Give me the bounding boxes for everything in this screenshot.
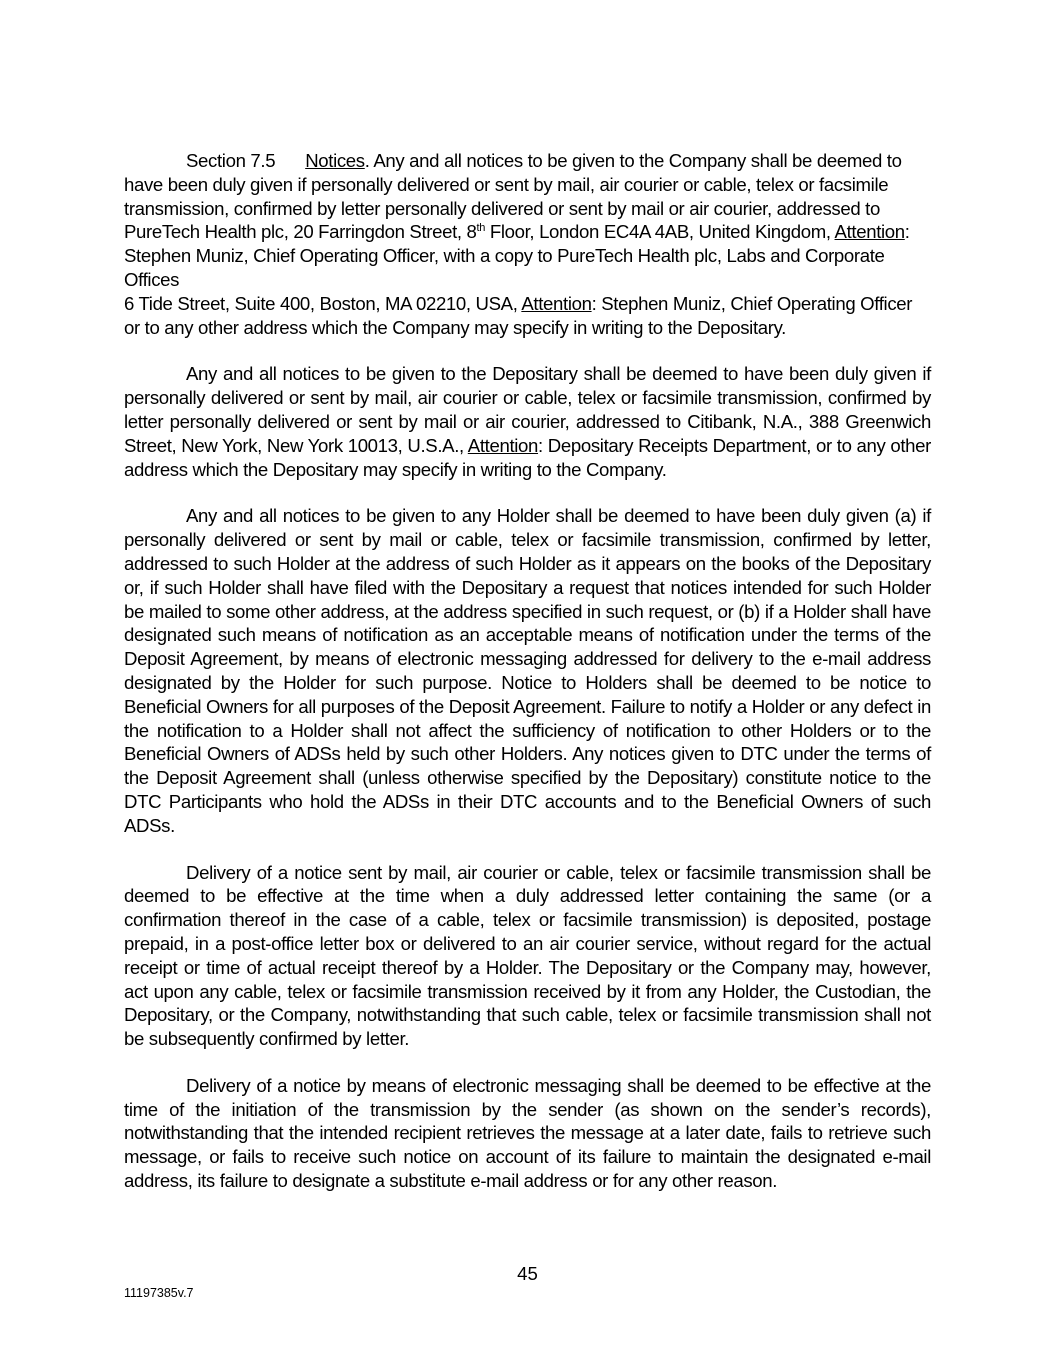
paragraph-text: 6 Tide Street, Suite 400, Boston, MA 02210, USA, — [124, 292, 522, 314]
attention-label: Attention — [467, 434, 539, 456]
paragraph-text: : Depositary Receipts Department, or to any other address which the Depositary may specify in writing to the Company. — [124, 434, 931, 480]
address-continuation-line — [124, 292, 931, 340]
holder-notice-paragraph: Any and all notices to be given to any Holder shall be deemed to have been duly given (a) if personally delivered or sent by mail or cable, telex or facsimile transmission, confirmed by letter, addressed to such Holder at the address of such Holder as it appears on the books of the Depositary or, if such Holder shall have filed with the Depositary a request that notices intended for such Holder be mailed to some other address, at the address specified in such request, or (b) if a Holder shall have designated such means of notification as an acceptable means of notification under the terms of the Deposit Agreement, by means of electronic messaging addressed for delivery to the e-mail address designated by the Holder for such purpose. Notice to Holders shall be deemed to be notice to Beneficial Owners for all purposes of the Deposit Agreement. Failure to notify a Holder or any defect in the notification to a Holder shall not affect the sufficiency of notification to other Holders or to the Beneficial Owners of ADSs held by such other Holders. Any notices given to DTC under the terms of the Deposit Agreement shall (unless otherwise specified by the Depositary) constitute notice to the DTC Participants who hold the ADSs in their DTC accounts and to the Beneficial Owners of such ADSs. — [124, 505, 931, 836]
paragraph-text: Any and all notices to be given to the Depositary shall be deemed to have been duly given if personally delivered or sent by mail, air courier or cable, telex or facsimile transmission, confirmed by letter personally delivered or sent by mail or air courier, addressed to Citibank, N.A., 388 Greenwich Street, New York, New York 10013, U.S.A., — [124, 363, 931, 456]
paragraph-text: Floor, London EC4A 4AB, United Kingdom, — [485, 221, 835, 243]
section-heading: Notices — [305, 150, 365, 171]
section-7-5-paragraph — [124, 149, 931, 292]
page-number: 45 — [517, 1263, 538, 1284]
paragraph-text: Any and all notices to be given to the Company shall be deemed to have been duly given if personally delivered or sent by mail, air courier or cable, telex or facsimile transmission, confirmed by letter personally delivered or sent by mail or air courier, addressed to PureTech Health plc, 20 Farringdon Street, 8 — [124, 150, 902, 243]
section-number: Section 7.5 — [186, 150, 276, 171]
electronic-delivery-paragraph: Delivery of a notice by means of electronic messaging shall be deemed to be effective at the time of the initiation of the transmission by the sender (as shown on the sender’s records), notwithstanding that the intended recipient retrieves the message at a later date, fails to retrieve such message, or fails to receive such notice on account of its failure to maintain the designated e-mail address, its failure to designate a substitute e-mail address or for any other reason. — [124, 1074, 931, 1192]
attention-label: Attention — [834, 221, 905, 243]
document-body — [124, 149, 931, 1216]
depositary-notice-paragraph — [124, 362, 931, 481]
section-heading-punct: . — [364, 150, 370, 171]
paragraph-text: : Stephen Muniz, Chief Operating Officer, with a copy to PureTech Health plc, Labs and Corporate Offices — [124, 221, 910, 290]
ordinal-superscript: th — [476, 222, 486, 235]
document-id: 11197385v.7 — [124, 1286, 194, 1300]
paragraph-text: : Stephen Muniz, Chief Operating Officer or to any other address which the Company may specify in writing to the Depositary. — [124, 292, 913, 338]
delivery-by-mail-paragraph: Delivery of a notice sent by mail, air courier or cable, telex or facsimile transmission shall be deemed to be effective at the time when a duly addressed letter containing the same (or a confirmation thereof in the case of a cable, telex or facsimile transmission) is deposited, postage prepaid, in a post-office letter box or delivered to an air courier service, without regard for the actual receipt or time of actual receipt thereof by a Holder. The Depositary or the Company may, however, act upon any cable, telex or facsimile transmission received by it from any Holder, the Custodian, the Depositary, or the Company, notwithstanding that such cable, telex or facsimile transmission shall not be subsequently confirmed by letter. — [124, 861, 931, 1050]
attention-label: Attention — [521, 292, 592, 314]
